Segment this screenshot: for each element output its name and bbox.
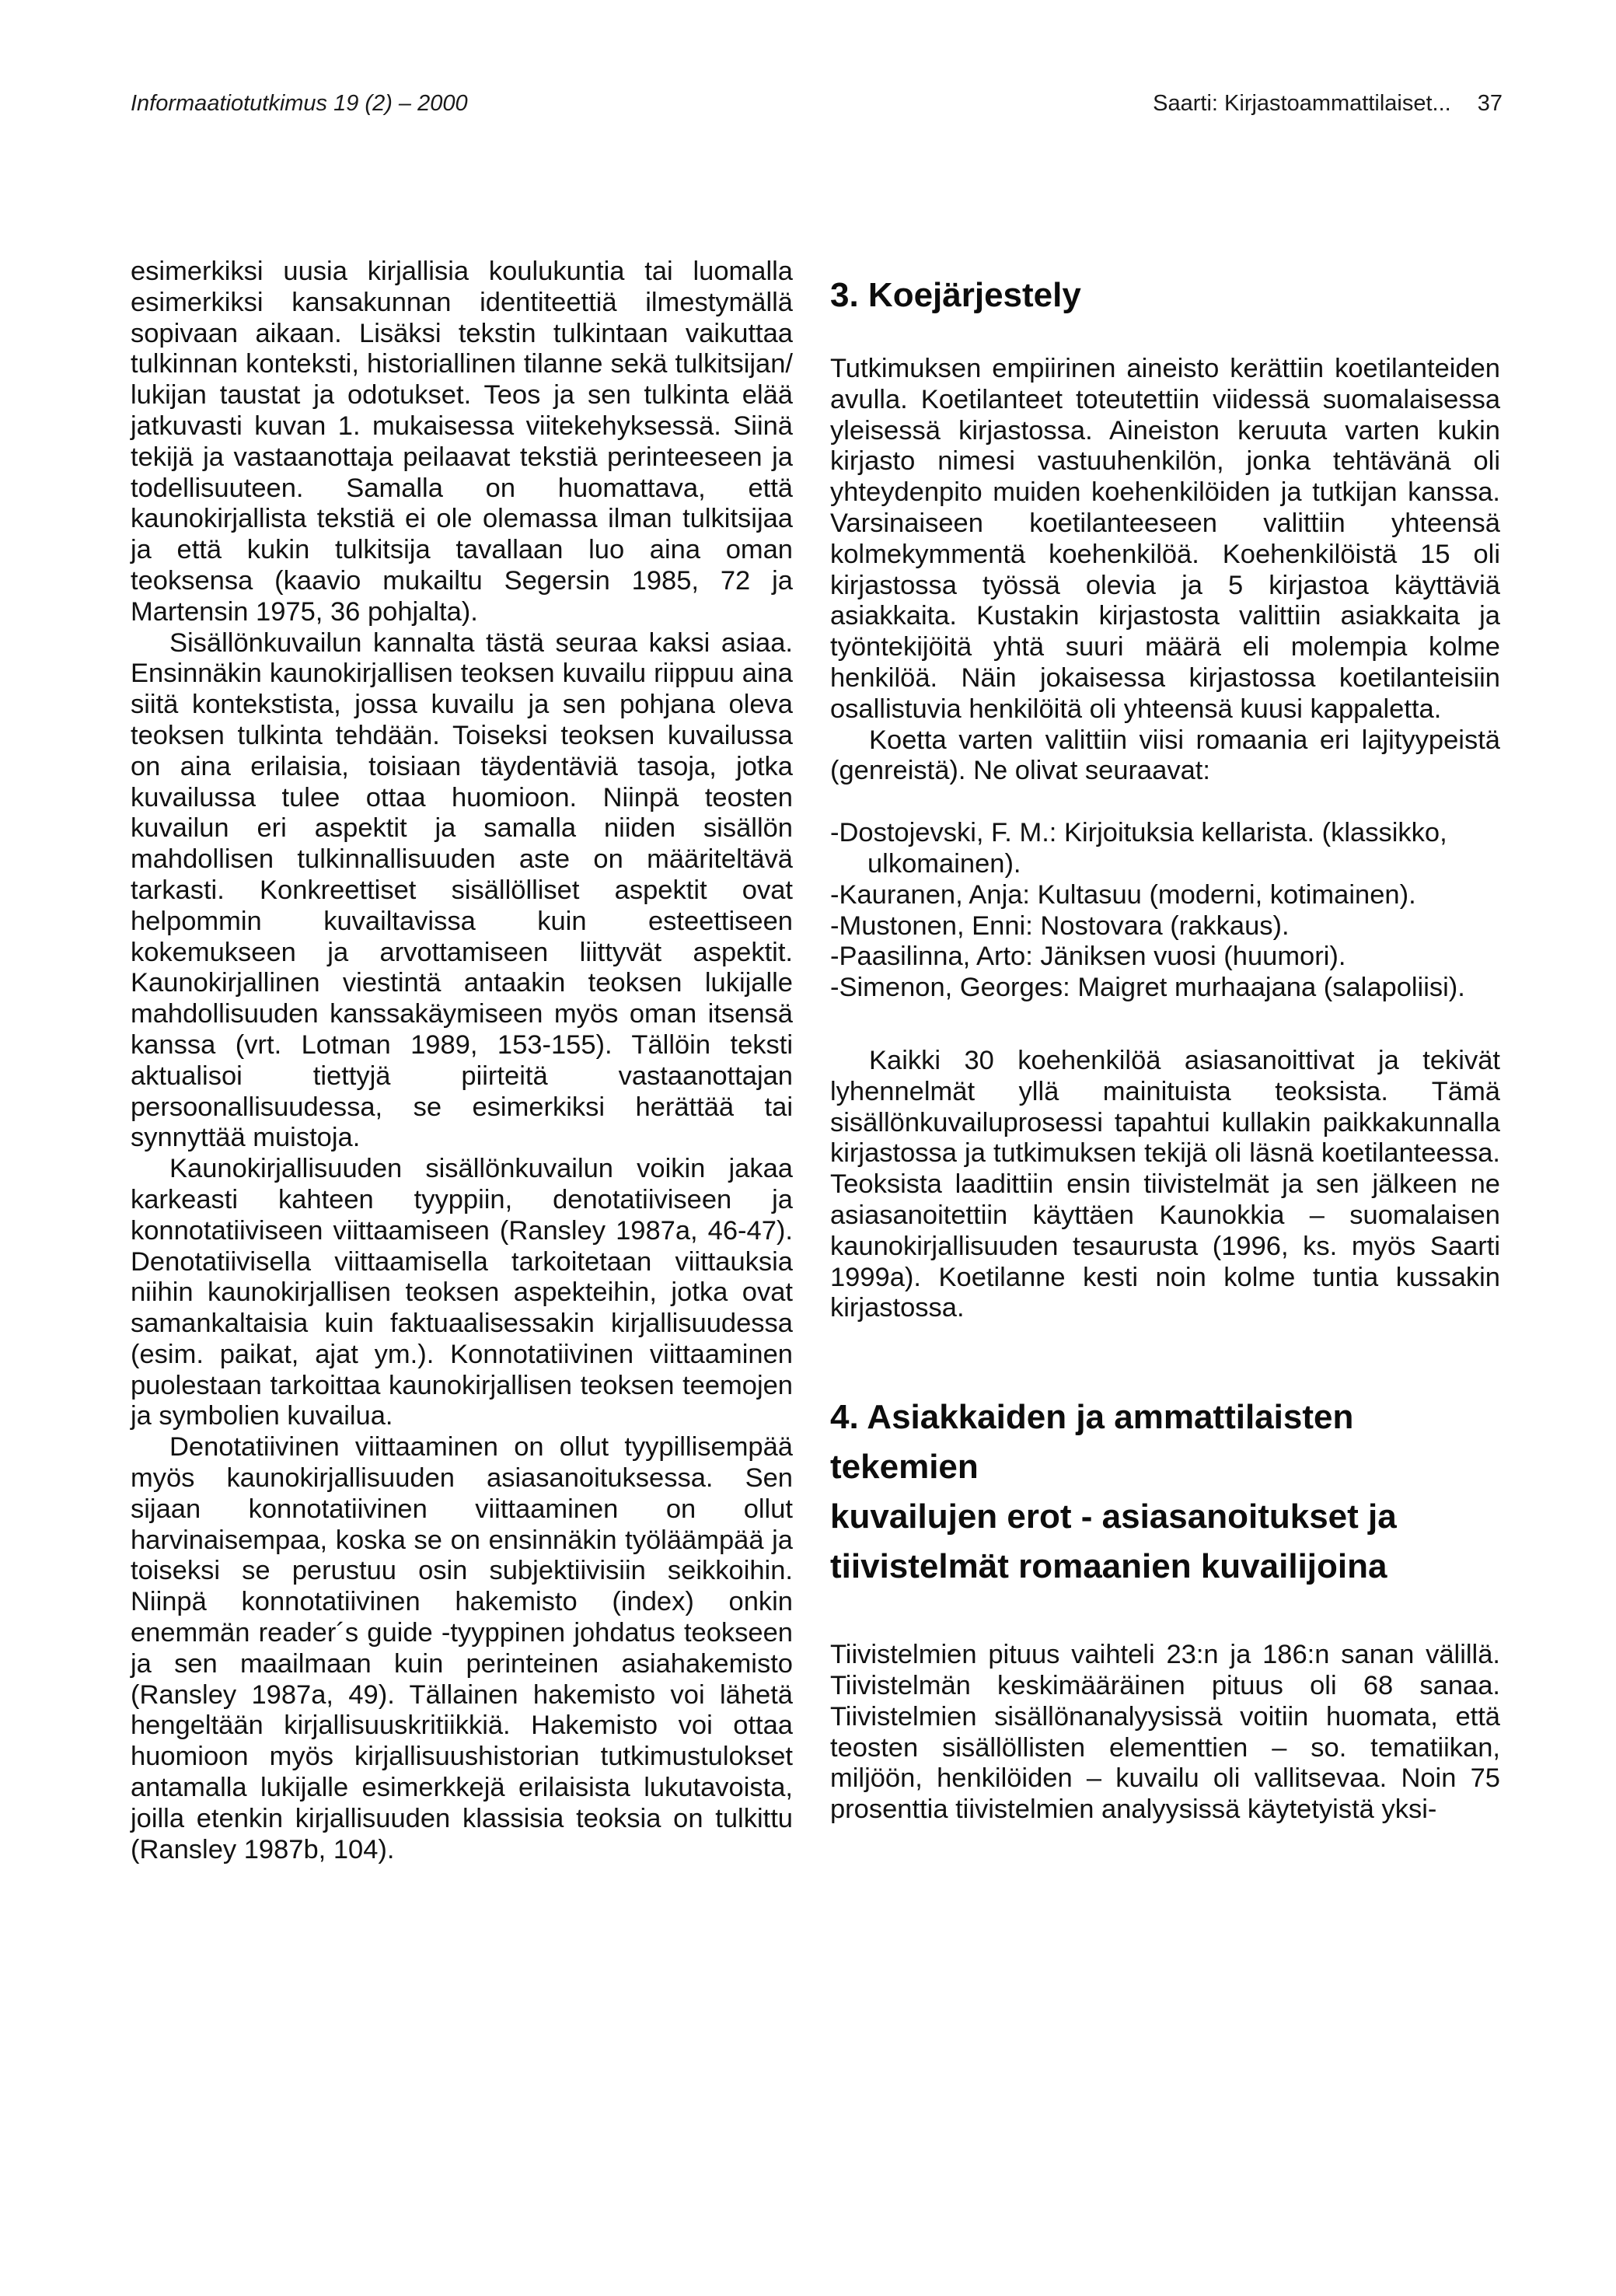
- body-paragraph: Tiivistelmien pituus vaihteli 23:n ja 186:n sanan välillä. Tiivistelmän keskimääräinen pituus oli 68 sanaa. Tiivistelmien sisällönanalyysissä voitiin huomata, että teosten sisällöllisten elementtien – so. tematiikan, miljöön, henkilöiden – kuvailu oli vallitsevaa. Noin 75 prosenttia tiivistelmien analyysissä käytetyistä yksi-: [830, 1640, 1500, 1825]
- section-3-heading: 3. Koejärjestely: [830, 276, 1081, 314]
- spacer: [830, 1004, 1500, 1046]
- book-list-item: -Dostojevski, F. M.: Kirjoituksia kellarista. (klassikko, ulkomainen).: [830, 818, 1447, 879]
- section-4-heading-line: kuvailujen erot - asiasanoitukset ja: [830, 1497, 1397, 1536]
- body-paragraph: esimerkiksi uusia kirjallisia koulukuntia tai luomalla esimerkiksi kansakunnan identiteettiä ilmestymällä sopivaan aikaan. Lisäksi tekstin tulkintaan vaikuttaa tulkinnan konteksti, historiallinen tilanne sekä tulkitsijan/ lukijan taustat ja odotukset. Teos ja sen tulkinta elää jatkuvasti kuvan 1. mukaisessa viitekehyksessä. Siinä tekijä ja vastaanottaja peilaavat tekstiä perinteeseen ja todellisuuteen. Samalla on huomattava, että kaunokirjallista tekstiä ei ole olemassa ilman tulkitsijaa ja että kukin tulkitsija tavallaan luo aina oman teoksensa (kaavio mukailtu Segersin 1985, 72 ja Martensin 1975, 36 pohjalta).: [131, 257, 793, 627]
- book-list: [830, 818, 1500, 1004]
- article-short-title: Saarti: Kirjastoammattilaiset...: [1153, 91, 1451, 116]
- body-paragraph: Tutkimuksen empiirinen aineisto kerättiin koetilanteiden avulla. Koetilanteet toteutettiin viidessä suomalaisessa yleisessä kirjastossa. Aineiston keruuta varten kukin kirjasto nimesi vastuuhenkilön, jonka tehtävänä oli yhteydenpito muiden koehenkilöiden ja tutkijan kanssa. Varsinaiseen koetilanteeseen valittiin yhteensä kolmekymmentä koehenkilöä. Koehenkilöistä 15 oli kirjastossa työssä olevia ja 5 kirjastoa käyttäviä asiakkaita. Kustakin kirjastosta valittiin asiakkaita ja työntekijöitä yhtä suuri määrä eli molempia kolme henkilöä. Näin jokaisessa kirjastossa koetilanteisiin osallistuvia henkilöitä oli yhteensä kuusi kappaletta.: [830, 354, 1500, 724]
- journal-running-head: Informaatiotutkimus 19 (2) – 2000: [131, 91, 468, 116]
- section-4-heading-line: 4. Asiakkaiden ja ammattilaisten tekemien: [830, 1398, 1354, 1487]
- right-column: [830, 257, 1500, 1826]
- body-paragraph: Kaunokirjallisuuden sisällönkuvailun voikin jakaa karkeasti kahteen tyyppiin, denotatiiviseen ja konnotatiiviseen viittaamiseen (Ransley 1987a, 46-47). Denotatiivisella viittaamisella tarkoitetaan viittauksia niihin kaunokirjallisen teoksen aspekteihin, jotka ovat samankaltaisia kuin faktuaalisessakin kirjallisuudessa (esim. paikat, ajat ym.). Konnotatiivinen viittaaminen puolestaan tarkoittaa kaunokirjallisen teoksen teemojen ja symbolien kuvailua.: [131, 1154, 793, 1431]
- body-paragraph: Koetta varten valittiin viisi romaania eri lajityypeistä (genreistä). Ne olivat seuraavat:: [830, 725, 1500, 786]
- section-4-heading: [830, 1393, 1500, 1592]
- left-column: [131, 257, 793, 1865]
- section-4-heading-line: tiivistelmät romaanien kuvailijoina: [830, 1547, 1387, 1586]
- article-running-head: [1153, 90, 1503, 117]
- body-paragraph: Kaikki 30 koehenkilöä asiasanoittivat ja tekivät lyhennelmät yllä mainituista teoksista. Tämä sisällönkuvailuprosessi tapahtui kullakin paikkakunnalla kirjastossa ja tutkimuksen tekijä oli läsnä koetilanteessa. Teoksista laadittiin ensin tiivistelmät ja sen jälkeen ne asiasanoitettiin käyttäen Kaunokkia – suomalaisen kaunokirjallisuuden tesaurusta (1996, ks. myös Saarti 1999a). Koetilanne kesti noin kolme tuntia kussakin kirjastossa.: [830, 1045, 1500, 1323]
- body-paragraph: Denotatiivinen viittaaminen on ollut tyypillisempää myös kaunokirjallisuuden asiasanoituksessa. Sen sijaan konnotatiivinen viittaaminen on ollut harvinaisempaa, koska se on ensinnäkin työläämpää ja toiseksi se perustuu osin subjektiivisiin seikkoihin. Niinpä konnotatiivinen hakemisto (index) onkin enemmän reader´s guide -tyyppinen johdatus teokseen ja sen maailmaan kuin perinteinen asiahakemisto (Ransley 1987a, 49). Tällainen hakemisto voi lähetä hengeltään kirjallisuuskritiikkiä. Hakemisto voi ottaa huomioon myös kirjallisuushistorian tutkimustulokset antamalla lukijalle esimerkkejä erilaisista lukutavoista, joilla etenkin kirjallisuuden klassisia teoksia on tulkittu (Ransley 1987b, 104).: [131, 1432, 793, 1864]
- book-list-item: -Mustonen, Enni: Nostovara (rakkaus).: [830, 910, 1290, 941]
- spacer: [830, 787, 1500, 818]
- body-paragraph: Sisällönkuvailun kannalta tästä seuraa kaksi asiaa. Ensinnäkin kaunokirjallisen teoksen kuvailu riippuu aina siitä kontekstista, jossa kuvailu ja sen pohjana oleva teoksen tulkinta tehdään. Toiseksi teoksen kuvailussa on aina erilaisia, toisiaan täydentäviä tasoja, jotka kuvailussa tulee ottaa huomioon. Niinpä teosten kuvailun eri aspektit ja samalla niiden sisällön mahdollisen tulkinnallisuuden aste on määriteltävä tarkasti. Konkreettiset sisällölliset aspektit ovat helpommin kuvailtavissa kuin esteettiseen kokemukseen ja arvottamiseen liittyvät aspektit. Kaunokirjallinen viestintä antaakin teoksen lukijalle mahdollisuuden kanssakäymiseen myös oman itsensä kanssa (vrt. Lotman 1989, 153-155). Tällöin teksti aktualisoi tiettyjä piirteitä vastaanottajan persoonallisuudessa, se esimerkiksi herättää tai synnyttää muistoja.: [131, 627, 793, 1153]
- book-list-item: -Simenon, Georges: Maigret murhaajana (salapoliisi).: [830, 973, 1465, 1003]
- book-list-item: -Paasilinna, Arto: Jäniksen vuosi (huumori).: [830, 942, 1346, 972]
- page-number: 37: [1477, 91, 1503, 116]
- book-list-item: -Kauranen, Anja: Kultasuu (moderni, kotimainen).: [830, 879, 1416, 910]
